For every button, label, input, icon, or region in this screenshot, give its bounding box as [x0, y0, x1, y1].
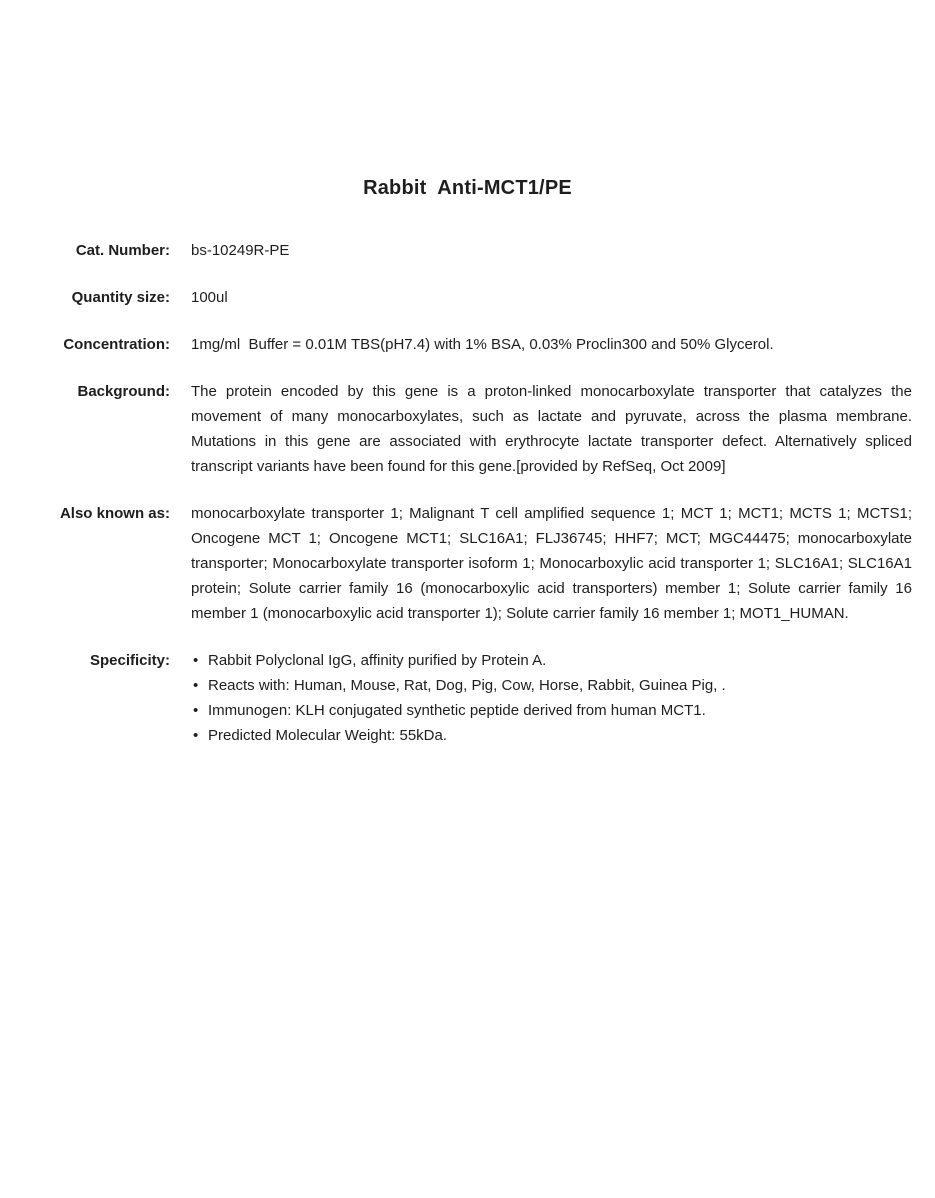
- concentration-label: Concentration:: [63, 336, 170, 353]
- field-also-known-as: [0, 501, 912, 626]
- quantity-size-value: 100ul: [191, 289, 228, 306]
- background-value: The protein encoded by this gene is a proton-linked monocarboxylate transporter that catalyzes the movement of many monocarboxylates, such as lactate and pyruvate, across the plasma membrane. Mutations in this gene are associated with erythrocyte lactate transporter defect. Alternatively spliced transcript variants have been found for this gene.[provided by RefSeq, Oct 2009]: [191, 383, 912, 475]
- also-known-as-label: Also known as:: [59, 505, 170, 522]
- also-known-as-value: monocarboxylate transporter 1; Malignant T cell amplified sequence 1; MCT 1; MCT1; MCTS 1; MCTS1; Oncogene MCT 1; Oncogene MCT1; SLC16A1; FLJ36745; HHF7; MCT; MGC44475; monocarboxylate transporter; Monocarboxylate transporter isoform 1; Monocarboxylic acid transporter 1; SLC16A1; SLC16A1 protein; Solute carrier family 16 (monocarboxylic acid transporters) member 1; Solute carrier family 16 member 1 (monocarboxylic acid transporter 1); Solute carrier family 16 member 1; MOT1_HUMAN.: [191, 505, 912, 622]
- field-specificity: [0, 648, 912, 748]
- specificity-bullet-item: • Predicted Molecular Weight: 55kDa.: [191, 723, 912, 748]
- background-label: Background:: [77, 383, 170, 400]
- specificity-bullet-list: [191, 648, 912, 748]
- field-cat-number: [0, 238, 912, 263]
- quantity-size-label: Quantity size:: [71, 289, 170, 306]
- field-background: [0, 379, 912, 479]
- field-quantity-size: [0, 285, 912, 310]
- specificity-bullet-item: • Reacts with: Human, Mouse, Rat, Dog, Pig, Cow, Horse, Rabbit, Guinea Pig, .: [191, 673, 912, 698]
- concentration-value: 1mg/ml Buffer = 0.01M TBS(pH7.4) with 1% BSA, 0.03% Proclin300 and 50% Glycerol.: [191, 336, 774, 353]
- cat-number-label: Cat. Number:: [75, 242, 170, 259]
- cat-number-value: bs-10249R-PE: [191, 242, 290, 259]
- specificity-value: [191, 648, 912, 748]
- antibody-datasheet-page: [0, 174, 935, 748]
- specificity-label: Specificity:: [89, 652, 170, 669]
- specificity-bullet-item: • Rabbit Polyclonal IgG, affinity purified by Protein A.: [191, 648, 912, 673]
- datasheet-fields: [0, 238, 935, 748]
- field-concentration: [0, 332, 912, 357]
- page-title: Rabbit Anti-MCT1/PE: [363, 177, 572, 199]
- specificity-bullet-item: • Immunogen: KLH conjugated synthetic peptide derived from human MCT1.: [191, 698, 912, 723]
